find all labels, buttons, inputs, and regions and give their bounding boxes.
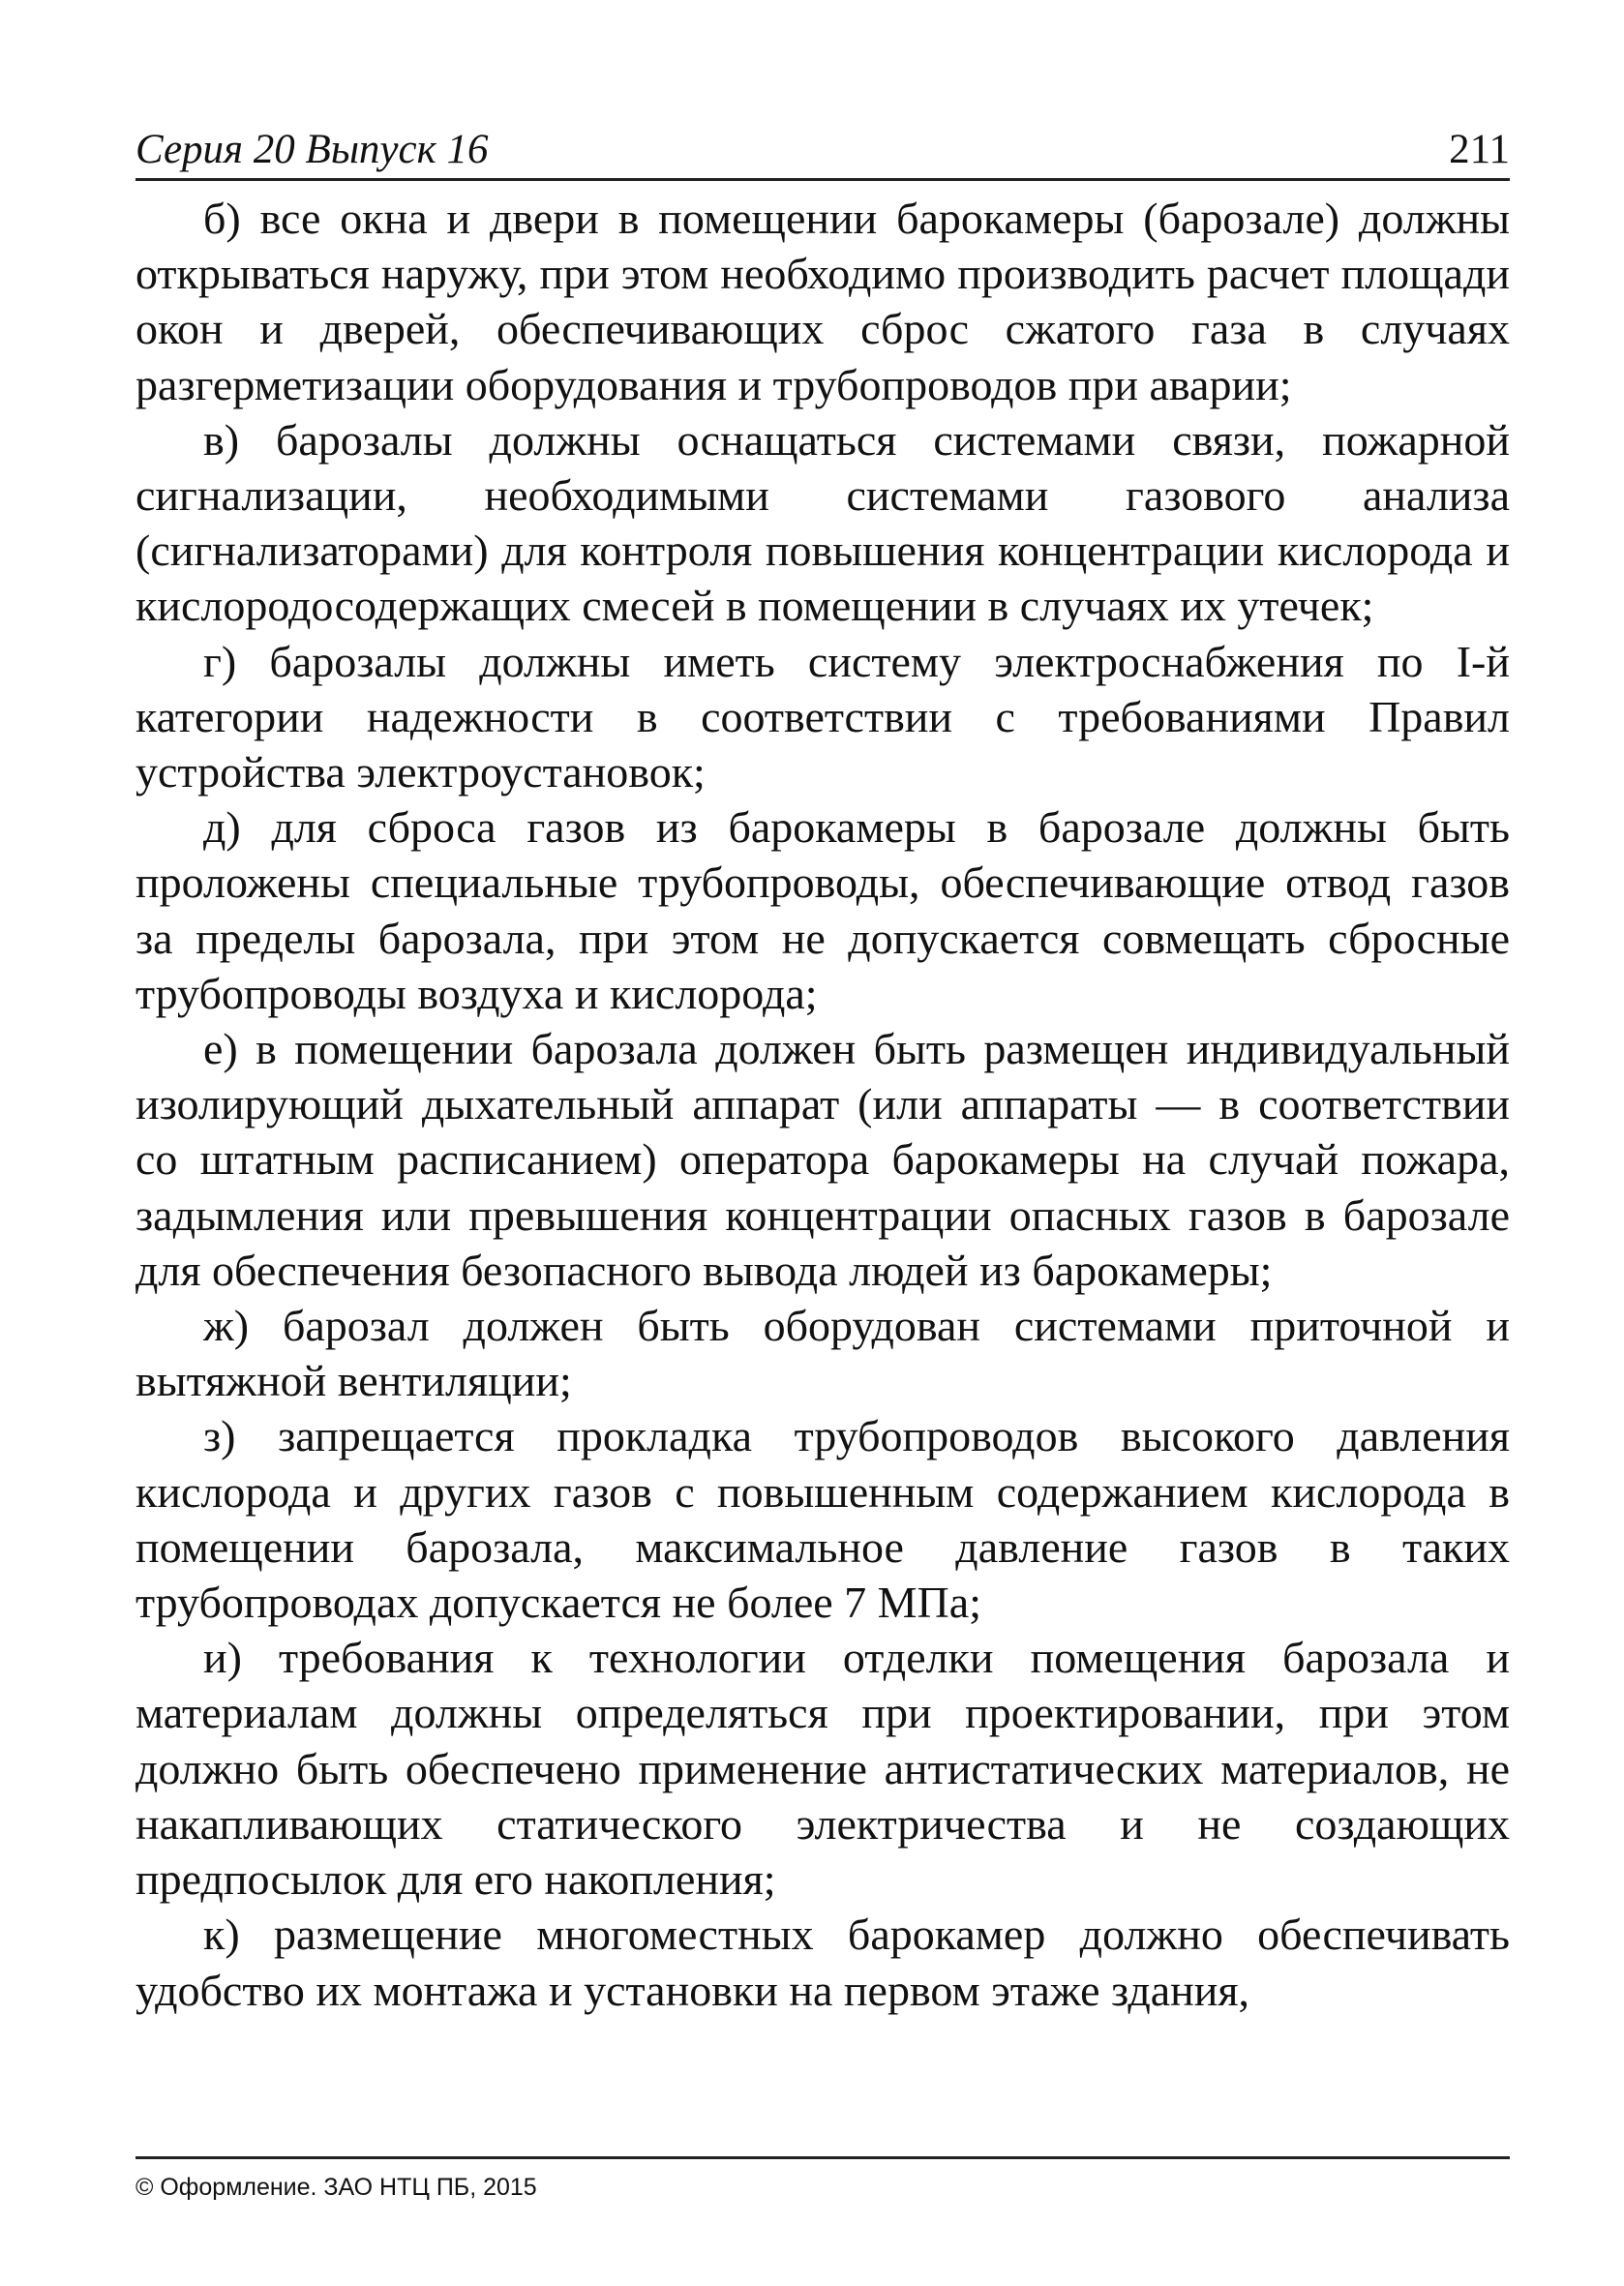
paragraph-g: г) барозалы должны иметь систему электроснабжения по I-й категории надежности в соответствии с требованиями Правил устройства электроустановок; [135,636,1510,797]
page-footer [135,2156,1510,2202]
paragraph-i: и) требования к технологии отделки помещения барозала и материалам должны определяться при проектировании, при этом должно быть обеспечено применение антистатических материалов, не накапливающих статического электричества и не создающих предпосылок для его накопления; [135,1633,1510,1905]
paragraph-z: з) запрещается прокладка трубопроводов высокого давления кислорода и других газов с повышенным содержанием кислорода в помещении барозала, максимальное давление газов в таких трубопроводах допускается не более 7 МПа; [135,1411,1510,1628]
paragraph-d: д) для сброса газов из барокамеры в барозале должны быть проложены специальные трубопроводы, обеспечивающие отвод газов за пределы барозала, при этом не допускается совмещать сбросные трубопроводы воздуха и кислорода; [135,802,1510,1018]
paragraph-zh: ж) барозал должен быть оборудован системами приточной и вытяжной вентиляции; [135,1301,1510,1406]
paragraph-k: к) размещение многоместных барокамер должно обеспечивать удобство их монтажа и установки на первом этаже здания, [135,1910,1510,2015]
paragraph-e: е) в помещении барозала должен быть размещен индивидуальный изолирующий дыхательный аппарат (или аппараты — в соответствии со штатным расписанием) оператора барокамеры на случай пожара, задымления или превышения концентрации опасных газов в барозале для обеспечения безопасного вывода людей из барокамеры; [135,1024,1510,1295]
paragraph-v: в) барозалы должны оснащаться системами связи, пожарной сигнализации, необходимыми системами газового анализа (сигнализаторами) для контроля повышения концентрации кислорода и кислородосодержащих смесей в помещении в случаях их утечек; [135,414,1510,631]
copyright-notice: © Оформление. ЗАО НТЦ ПБ, 2015 [135,2174,537,2201]
series-title: Серия 20 Выпуск 16 [135,127,489,172]
running-header [135,126,1510,181]
paragraph-b: б) все окна и двери в помещении барокамеры (барозале) должны открываться наружу, при этом необходимо производить расчет площади окон и дверей, обеспечивающих сброс сжатого газа в случаях разгерметизации оборудования и трубопроводов при аварии; [135,194,1510,409]
page-number: 211 [1449,127,1510,172]
document-page [135,126,1510,2018]
body-text [135,191,1510,2018]
